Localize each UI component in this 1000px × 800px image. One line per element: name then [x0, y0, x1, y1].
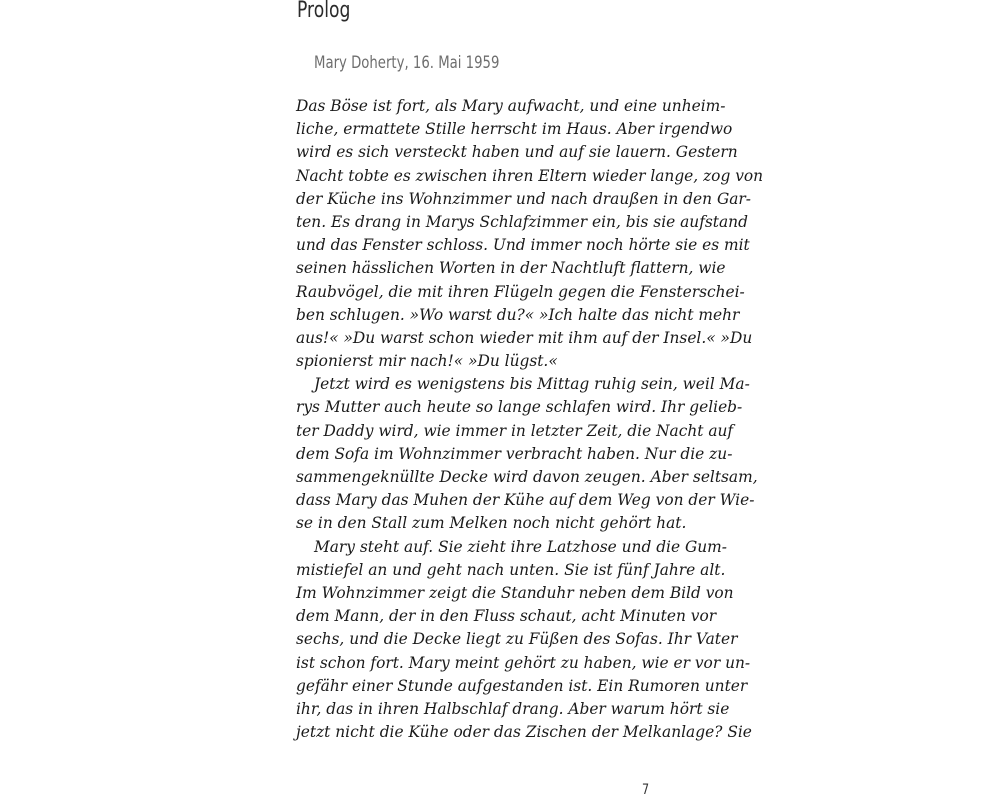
- chapter-title: Prolog: [297, 0, 351, 23]
- text-line: ihr, das in ihren Halbschlaf drang. Aber warum hört sie: [296, 699, 730, 718]
- text-line: und das Fenster schloss. Und immer noch hörte sie es mit: [296, 236, 750, 255]
- text-line: Im Wohnzimmer zeigt die Standuhr neben dem Bild von: [296, 583, 734, 602]
- text-line: Raubvögel, die mit ihren Flügeln gegen die Fensterschei-: [296, 282, 745, 301]
- text-line: Mary steht auf. Sie zieht ihre Latzhose und die Gum-: [314, 537, 727, 556]
- text-line: ter Daddy wird, wie immer in letzter Zeit, die Nacht auf: [296, 421, 734, 440]
- text-line: seinen hässlichen Worten in der Nachtluft flattern, wie: [296, 259, 726, 278]
- text-line: ist schon fort. Mary meint gehört zu haben, wie er vor un-: [296, 653, 751, 672]
- text-line: dem Sofa im Wohnzimmer verbracht haben. Nur die zu-: [296, 444, 733, 463]
- text-line: spionierst mir nach!« »Du lügst.«: [296, 352, 558, 371]
- text-line: der Küche ins Wohnzimmer und nach draußen in den Gar-: [296, 189, 751, 208]
- text-line: wird es sich versteckt haben und auf sie lauern. Gestern: [296, 143, 738, 162]
- text-line: jetzt nicht die Kühe oder das Zischen der Melkanlage? Sie: [296, 723, 752, 742]
- text-line: dem Mann, der in den Fluss schaut, acht Minuten vor: [296, 607, 717, 626]
- text-line: sammengeknüllte Decke wird davon zeugen. Aber seltsam,: [296, 468, 758, 486]
- text-line: gefähr einer Stunde aufgestanden ist. Ein Rumoren unter: [296, 676, 748, 695]
- text-line: ben schlugen. »Wo warst du?« »Ich halte das nicht mehr: [296, 305, 740, 324]
- body-text: [296, 95, 764, 744]
- text-line: rys Mutter auch heute so lange schlafen wird. Ihr gelieb-: [296, 398, 743, 417]
- text-line: sechs, und die Decke liegt zu Füßen des Sofas. Ihr Vater: [296, 630, 738, 649]
- text-line: mistiefel an und geht nach unten. Sie ist fünf Jahre alt.: [296, 560, 726, 579]
- text-line: liche, ermattete Stille herrscht im Haus. Aber irgendwo: [296, 120, 733, 139]
- text-line: ten. Es drang in Marys Schlafzimmer ein, bis sie aufstand: [296, 212, 748, 231]
- page-number: 7: [642, 782, 650, 798]
- text-line: aus!« »Du warst schon wieder mit ihm auf der Insel.« »Du: [296, 328, 753, 347]
- text-line: Nacht tobte es zwischen ihren Eltern wieder lange, zog von: [296, 166, 764, 185]
- text-line: dass Mary das Muhen der Kühe auf dem Weg von der Wie-: [296, 491, 755, 510]
- text-line: Das Böse ist fort, als Mary aufwacht, und eine unheim-: [296, 97, 726, 115]
- text-line: se in den Stall zum Melken noch nicht gehört hat.: [296, 514, 687, 533]
- text-line: Jetzt wird es wenigstens bis Mittag ruhig sein, weil Ma-: [314, 375, 750, 394]
- chapter-subtitle: Mary Doherty, 16. Mai 1959: [314, 53, 500, 73]
